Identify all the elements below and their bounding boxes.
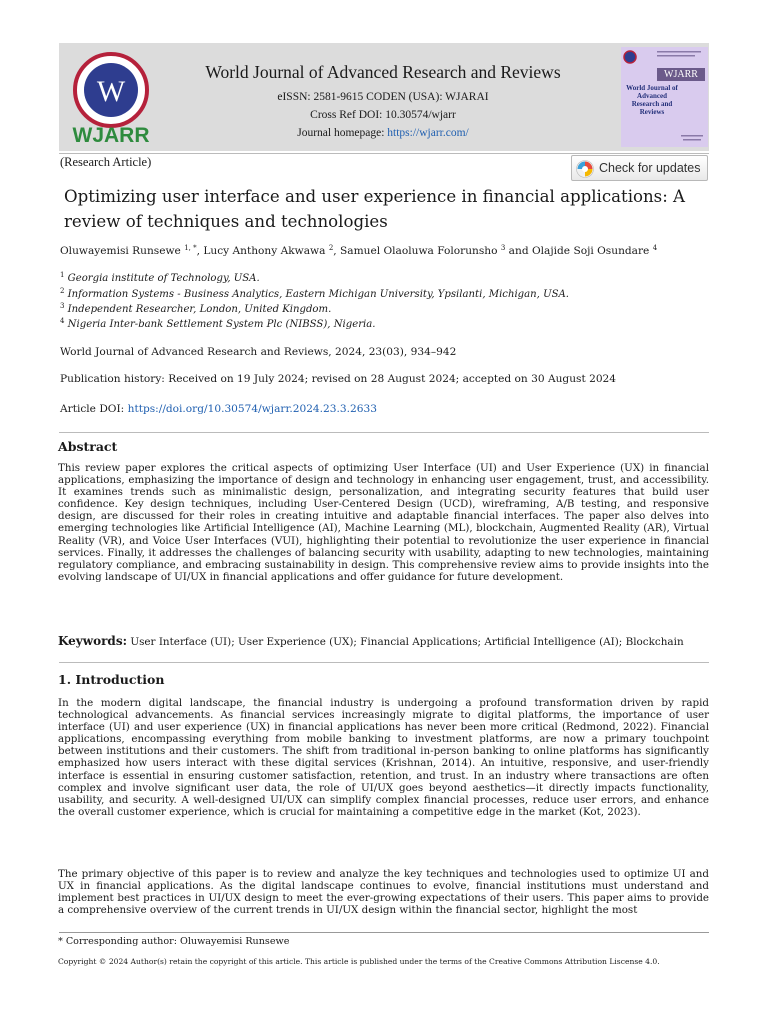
affiliation-mark: 1	[60, 271, 65, 279]
header-rule	[59, 153, 709, 154]
article-doi-label: Article DOI:	[60, 403, 128, 415]
affiliation-text: Nigeria Inter-bank Settlement System Plc (NIBSS), Nigeria.	[64, 319, 376, 330]
introduction-paragraph: In the modern digital landscape, the financial industry is undergoing a profound transformation driven by rapid technological advancements. As financial services increasingly migrate to digital platforms, the importance of user interface (UI) and user experience (UX) in financial applications has never been more critical (Redmond, 2022). Financial applications, encompassing everything from mobile banking to investment platforms, are now a primary touchpoint between institutions and their customers. The shift from traditional in-person banking to online platforms has significantly emphasized how users interact with these digital services (Krishnan, 2014). An intuitive, responsive, and user-friendly interface is essential in ensuring customer satisfaction, retention, and trust. In an industry where transactions are often complex and involve significant user data, the role of UI/UX goes beyond aesthetics—it directly impacts functionality, usability, and security. A well-designed UI/UX can simplify complex financial processes, reduce user errors, and enhance the overall customer experience, which is crucial for maintaining a competitive edge in the market (Kot, 2023).	[58, 697, 709, 818]
affiliation	[60, 302, 331, 315]
article-doi-link[interactable]: https://doi.org/10.30574/wjarr.2024.23.3.2633	[127, 403, 377, 415]
logo-letter: W	[96, 75, 126, 108]
cover-brand: WJARR	[657, 68, 705, 81]
section-rule	[59, 662, 709, 663]
keywords-label: Keywords:	[58, 634, 128, 648]
issn-line: eISSN: 2581-9615 CODEN (USA): WJARAI	[277, 91, 489, 103]
affiliation-mark: 3	[60, 302, 65, 310]
affiliation-mark: 4	[60, 317, 65, 325]
cover-journal-name: World Journal of Advanced Research and Reviews	[626, 84, 678, 116]
author-name: Oluwayemisi Runsewe	[60, 245, 185, 257]
check-updates-label: Check for updates	[599, 161, 701, 175]
logo-wordmark: WJARR	[72, 124, 150, 146]
introduction-heading: 1. Introduction	[58, 672, 165, 687]
journal-homepage-line	[160, 127, 606, 139]
affiliation	[60, 317, 375, 330]
author-affiliation-mark: 4	[652, 244, 658, 252]
journal-title: World Journal of Advanced Research and Reviews	[205, 62, 561, 82]
author-affiliation-mark: 2	[328, 244, 334, 252]
introduction-paragraph: The primary objective of this paper is to review and analyze the key techniques and technologies used to optimize UI and UX in financial applications. As the digital landscape continues to evolve, financial institutions must understand and implement best practices in UI/UX design to meet the ever-growing expectations of their users. This paper aims to provide a comprehensive overview of the current trends in UI/UX design within the financial sector, highlight the most	[58, 868, 709, 917]
crossmark-icon	[576, 160, 594, 178]
author-affiliation-mark: 1, *	[184, 244, 197, 252]
footnote-rule	[59, 932, 709, 933]
affiliation-mark: 2	[60, 287, 65, 295]
author-name: and Olajide Soji Osundare	[505, 245, 653, 257]
author-name: , Lucy Anthony Akwawa	[196, 245, 329, 257]
article-doi-line	[60, 403, 377, 415]
author-affiliation-mark: 3	[500, 244, 506, 252]
corresponding-author-note: * Corresponding author: Oluwayemisi Runsewe	[58, 936, 290, 947]
homepage-link[interactable]: https://wjarr.com/	[387, 127, 469, 139]
abstract-heading: Abstract	[58, 439, 118, 454]
journal-cover-thumbnail	[621, 47, 708, 147]
author-list	[60, 244, 720, 257]
paper-title-line-2: review of techniques and technologies	[64, 212, 388, 231]
copyright-notice: Copyright © 2024 Author(s) retain the copyright of this article. This article is published under the terms of the Creative Commons Attribution Liscense 4.0.	[58, 957, 660, 966]
affiliation-text: Independent Researcher, London, United Kingdom.	[64, 304, 332, 315]
affiliation	[60, 271, 260, 284]
homepage-label: Journal homepage:	[297, 127, 388, 139]
paper-title	[64, 184, 712, 234]
check-for-updates-button[interactable]	[571, 155, 708, 181]
citation-line: World Journal of Advanced Research and Reviews, 2024, 23(03), 934–942	[60, 346, 457, 358]
author-name: , Samuel Olaoluwa Folorunsho	[333, 245, 501, 257]
paper-title-line-1: Optimizing user interface and user experience in financial applications: A	[64, 187, 686, 206]
crossref-doi-line: Cross Ref DOI: 10.30574/wjarr	[310, 109, 456, 121]
affiliation-text: Georgia institute of Technology, USA.	[64, 273, 260, 284]
affiliation-text: Information Systems - Business Analytics, Eastern Michigan University, Ypsilanti, Michigan, USA.	[64, 289, 569, 300]
keywords-line	[58, 634, 718, 648]
abstract-body: This review paper explores the critical aspects of optimizing User Interface (UI) and User Experience (UX) in financial applications, emphasizing the importance of design and technology in enhancing user engagement, trust, and accessibility. It examines trends such as minimalistic design, personalization, and integrating security features that build user confidence. Key design techniques, including User-Centered Design (UCD), wireframing, A/B testing, and responsive design, are discussed for their roles in creating intuitive and adaptable financial interfaces. The paper also delves into emerging technologies like Artificial Intelligence (AI), Machine Learning (ML), blockchain, Augmented Reality (AR), Virtual Reality (VR), and Voice User Interfaces (VUI), highlighting their potential to revolutionize the user experience in financial services. Finally, it addresses the challenges of balancing security with usability, adapting to new technologies, maintaining regulatory compliance, and embracing sustainability in design. This comprehensive review aims to provide insights into the evolving landscape of UI/UX in financial applications and offer guidance for future development.	[58, 462, 709, 583]
section-rule	[59, 432, 709, 433]
keywords-list: User Interface (UI); User Experience (UX); Financial Applications; Artificial Intelligence (AI); Blockchain	[127, 636, 684, 648]
affiliation	[60, 287, 569, 300]
article-type: (Research Article)	[60, 155, 152, 169]
publication-history: Publication history: Received on 19 July 2024; revised on 28 August 2024; accepted on 30 August 2024	[60, 373, 617, 385]
journal-logo	[65, 50, 157, 146]
